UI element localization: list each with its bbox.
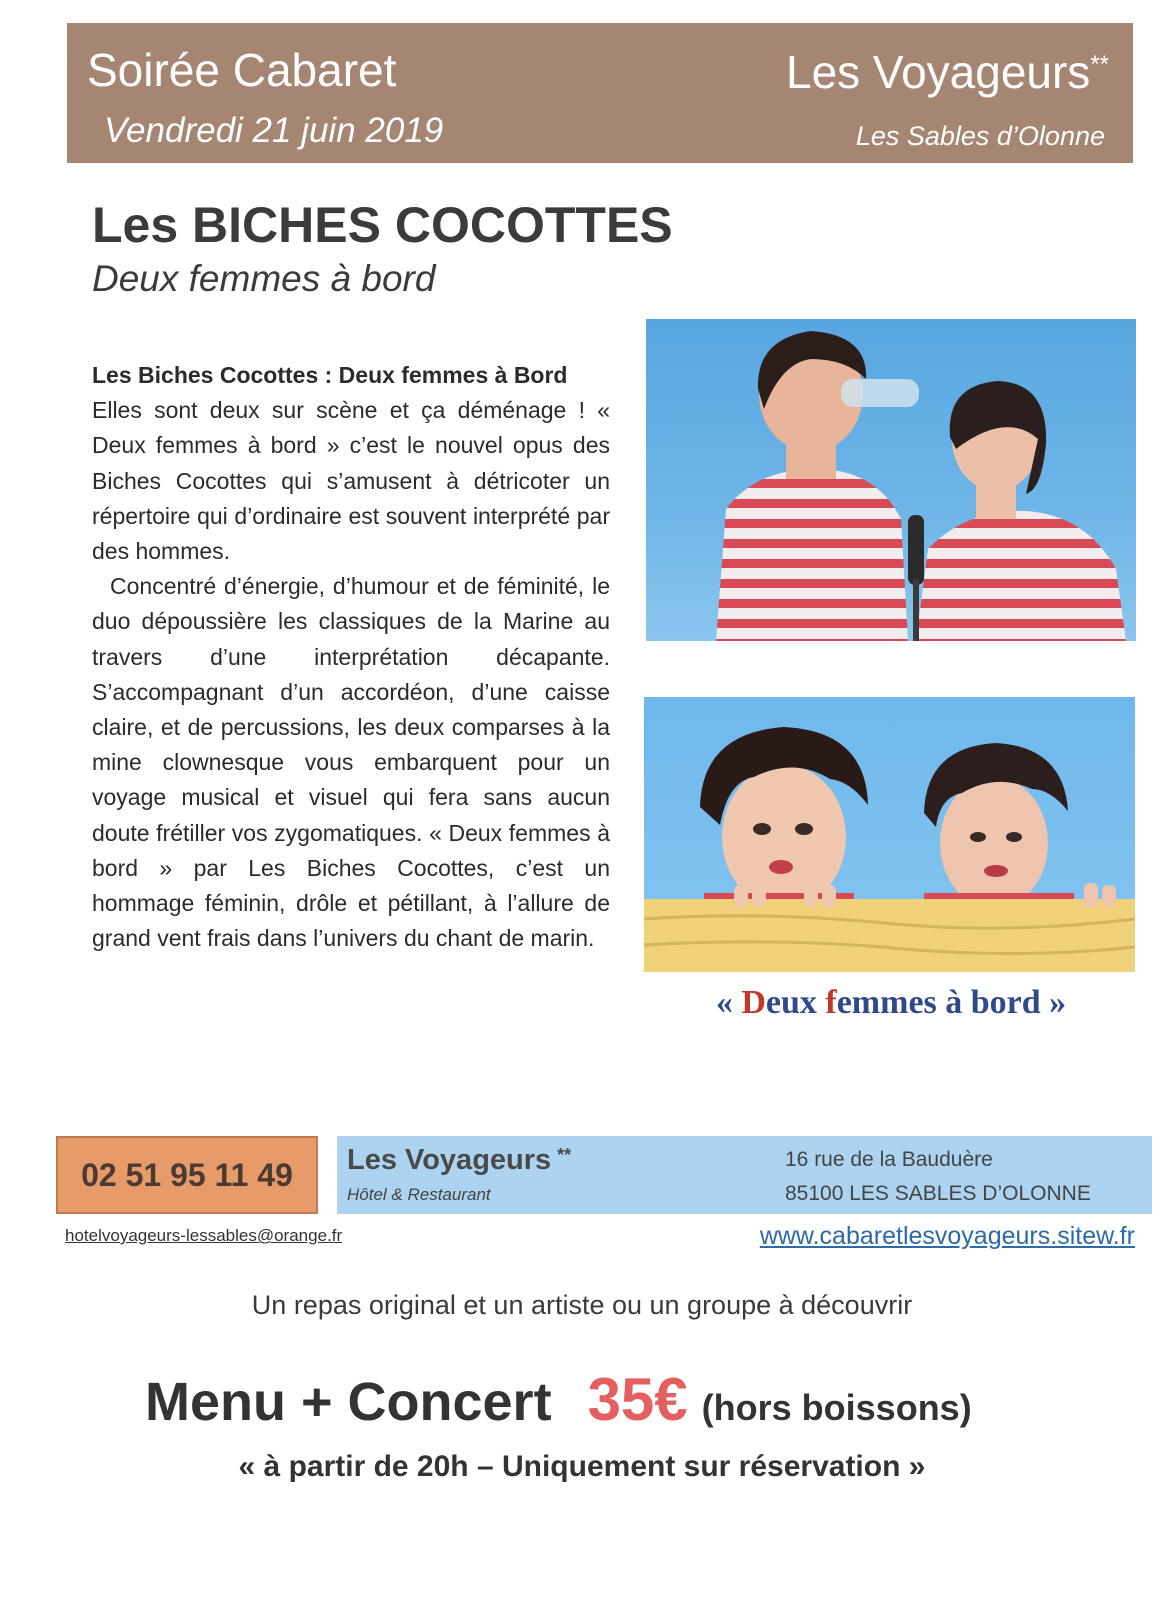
- caption-d: D: [741, 984, 766, 1021]
- price-note: (hors boissons): [701, 1387, 972, 1428]
- show-subtitle: Deux femmes à bord: [92, 258, 436, 299]
- singers-illustration-1: [646, 319, 1136, 641]
- description-lead: Les Biches Cocottes : Deux femmes à Bord: [92, 362, 568, 388]
- menu-price-line: [145, 1365, 972, 1434]
- photo-caption: [646, 984, 1136, 1022]
- venue-info-stars: **: [557, 1145, 572, 1165]
- phone-number[interactable]: 02 51 95 11 49: [56, 1136, 318, 1214]
- event-date: Vendredi 21 juin 2019: [104, 111, 444, 150]
- price: 35€: [587, 1366, 688, 1433]
- singers-photo-microphone: [646, 319, 1136, 641]
- venue-name: [786, 45, 1109, 99]
- venue-info-box: [337, 1136, 1152, 1214]
- singers-illustration-2: [644, 697, 1135, 972]
- venue-street: 16 rue de la Bauduère: [785, 1148, 993, 1171]
- venue-info-subtitle: Hôtel & Restaurant: [347, 1185, 491, 1204]
- venue-info-name: [347, 1144, 571, 1177]
- venue-city: Les Sables d’Olonne: [855, 121, 1105, 151]
- header-banner: [67, 23, 1133, 163]
- caption-eux: eux: [765, 984, 826, 1021]
- show-title: Les BICHES COCOTTES: [92, 197, 673, 253]
- schedule-note: « à partir de 20h – Uniquement sur réservation »: [238, 1450, 926, 1483]
- venue-stars: **: [1090, 51, 1109, 78]
- description-paragraph-2: Concentré d’énergie, d’humour et de féminité, le duo dépoussière les classiques de la Marine au travers d’une interprétation décapante. S’accompagnant d’un accordéon, d’une caisse claire, et de percussions, les deux comparses à la mine clownesque vous embarquent pour un voyage musical et visuel qui fera sans aucun doute frétiller vos zygomatiques. « Deux femmes à bord » par Les Biches Cocottes, c’est un hommage féminin, drôle et pétillant, à l’allure de grand vent frais dans l’univers du chant de marin.: [92, 573, 610, 952]
- website-link[interactable]: www.cabaretlesvoyageurs.sitew.fr: [759, 1222, 1135, 1250]
- show-description: [92, 358, 610, 956]
- menu-label: Menu + Concert: [145, 1372, 552, 1432]
- venue-info-name-text: Les Voyageurs: [347, 1144, 552, 1176]
- venue-postal-city: 85100 LES SABLES D’OLONNE: [785, 1182, 1091, 1205]
- caption-open: «: [715, 984, 742, 1021]
- description-paragraph-1: Elles sont deux sur scène et ça déménage ! « Deux femmes à bord » c’est le nouvel opus des Biches Cocottes qui s’amusent à détricoter un répertoire qui d’ordinaire est souvent interprété par des hommes.: [92, 397, 610, 565]
- caption-emmes: emmes à bord: [836, 984, 1041, 1021]
- singers-photo-plank: [644, 697, 1135, 972]
- offer-tagline: Un repas original et un artiste ou un groupe à découvrir: [251, 1290, 913, 1320]
- caption-close: »: [1040, 984, 1067, 1021]
- venue-name-text: Les Voyageurs: [785, 46, 1091, 98]
- caption-f: f: [825, 984, 837, 1021]
- email-link[interactable]: hotelvoyageurs-lessables@orange.fr: [65, 1226, 343, 1245]
- event-title: Soirée Cabaret: [87, 44, 397, 96]
